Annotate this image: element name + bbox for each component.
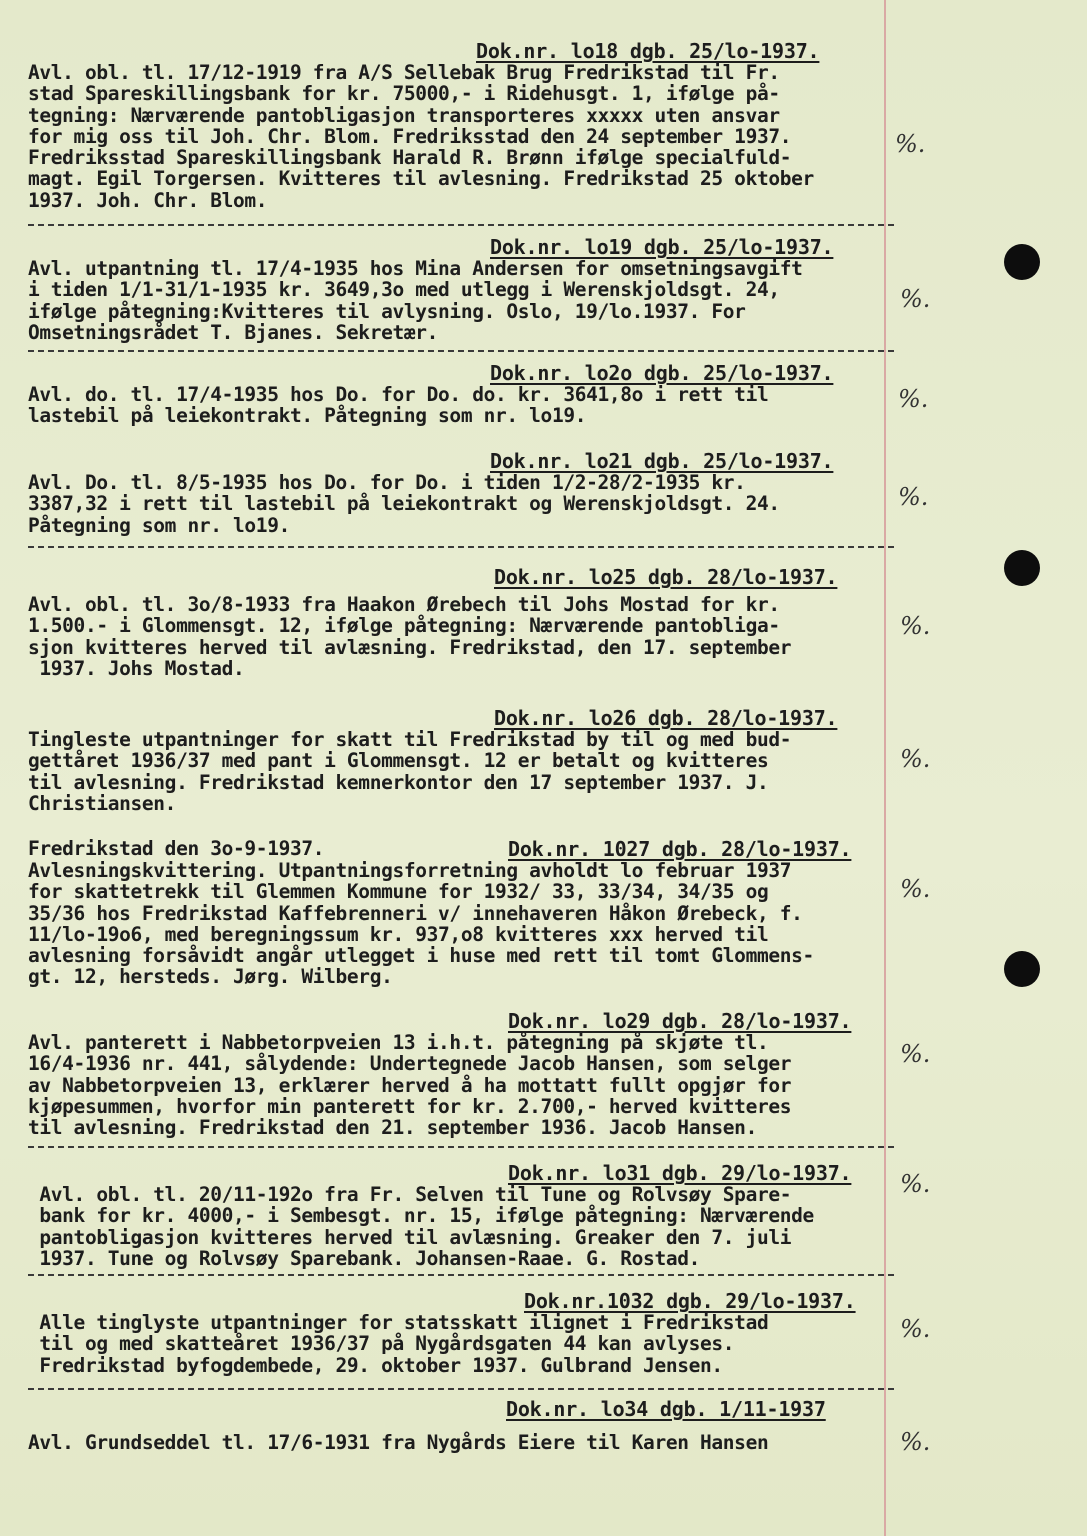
entry-line: 16/4-1936 nr. 441, sålydende: Undertegnede Jacob Hansen, som selger	[28, 1052, 792, 1076]
entry-line: Fredrikstad byfogdembede, 29. oktober 1937. Gulbrand Jensen.	[28, 1353, 723, 1377]
entry-line: Påtegning som nr. lo19.	[28, 513, 290, 537]
entry-separator	[28, 350, 894, 352]
entry-line: 1937. Tune og Rolvsøy Sparebank. Johansen-Raae. G. Rostad.	[28, 1246, 701, 1270]
entry-separator	[28, 1388, 894, 1390]
entry-heading: Dok.nr. lo18 dgb. 25/lo-1937.	[476, 39, 820, 63]
entry-line: lastebil på leiekontrakt. Påtegning som nr. lo19.	[28, 404, 587, 428]
check-mark: %.	[900, 1428, 931, 1456]
entry-line: bank for kr. 4000,- i Sembesgt. nr. 15, ifølge påtegning: Nærværende	[28, 1204, 814, 1228]
entry-line: 1937. Johs Mostad.	[28, 656, 245, 680]
entry-line: Avl. Do. tl. 8/5-1935 hos Do. for Do. i tiden 1/2-28/2-1935 kr.	[28, 471, 746, 494]
check-mark: %.	[900, 612, 931, 640]
entry-heading: Dok.nr. lo25 dgb. 28/lo-1937.	[494, 565, 838, 589]
entry-line: Avlesningskvittering. Utpantningsforretning avholdt lo februar 1937	[28, 859, 792, 882]
entry-line: Omsetningsrådet T. Bjanes. Sekretær.	[28, 320, 439, 344]
check-mark: %.	[900, 1040, 931, 1068]
entry-line: 35/36 hos Fredrikstad Kaffebrenneri v/ innehaveren Håkon Ørebeck, f.	[28, 901, 803, 925]
entry-heading: Dok.nr.1032 dgb. 29/lo-1937.	[524, 1289, 856, 1313]
check-mark: %.	[895, 130, 926, 158]
entry-line: til og med skatteåret 1936/37 på Nygårdsgaten 44 kan avlyses.	[28, 1332, 735, 1356]
entry-line: Avl. utpantning tl. 17/4-1935 hos Mina Andersen for omsetningsavgift	[28, 257, 803, 280]
entry-line: sjon kvitteres herved til avlæsning. Fredrikstad, den 17. september	[28, 635, 792, 659]
check-mark: %.	[900, 285, 931, 313]
check-mark: %.	[898, 483, 929, 511]
entry-1018	[28, 40, 898, 211]
punch-hole	[1004, 550, 1040, 586]
entry-heading: Dok.nr. lo34 dgb. 1/11-1937	[506, 1397, 826, 1421]
entry-heading: Dok.nr. lo19 dgb. 25/lo-1937.	[490, 235, 834, 259]
entry-line: 3387,32 i rett til lastebil på leiekontrakt og Werenskjoldsgt. 24.	[28, 492, 780, 516]
entry-heading: Dok.nr. lo2o dgb. 25/lo-1937.	[490, 361, 834, 385]
entry-line: tegning: Nærværende pantobligasjon transporteres xxxxx uten ansvar	[28, 103, 780, 127]
punch-hole	[1004, 951, 1040, 987]
entry-1019	[28, 236, 898, 343]
entry-line: Christiansen.	[28, 791, 177, 815]
check-mark: %.	[900, 1315, 931, 1343]
entry-line: Avl. obl. tl. 3o/8-1933 fra Haakon Ørebech til Johs Mostad for kr.	[28, 593, 780, 616]
entry-line: Fredriksstad Spareskillingsbank Harald R. Brønn ifølge specialfuld-	[28, 146, 792, 170]
entry-date: Fredrikstad den 3o-9-1937.	[28, 837, 325, 860]
check-mark: %.	[898, 385, 929, 413]
entry-line: Avl. Grundseddel tl. 17/6-1931 fra Nygårds Eiere til Karen Hansen	[28, 1431, 769, 1454]
entry-1032	[28, 1290, 898, 1376]
entry-line: Avl. do. tl. 17/4-1935 hos Do. for Do. do. kr. 3641,8o i rett til	[28, 383, 769, 406]
entry-line: 1937. Joh. Chr. Blom.	[28, 188, 268, 212]
entry-line: stad Spareskillingsbank for kr. 75000,- i Ridehusgt. 1, ifølge på-	[28, 82, 780, 106]
entry-line: til avlesning. Fredrikstad kemnerkontor den 17 september 1937. J.	[28, 770, 769, 794]
entry-line: Avl. obl. tl. 17/12-1919 fra A/S Sellebak Brug Fredrikstad til Fr.	[28, 61, 780, 84]
punch-hole	[1004, 244, 1040, 280]
entry-separator	[28, 1274, 894, 1276]
entry-1026	[28, 707, 898, 814]
entry-line: Tingleste utpantninger for skatt til Fredrikstad by til og med bud-	[28, 728, 792, 751]
entry-line: Alle tinglyste utpantninger for statsskatt ilignet i Fredrikstad	[28, 1311, 769, 1334]
entry-1027	[28, 838, 898, 988]
entry-line: for skattetrekk til Glemmen Kommune for 1932/ 33, 33/34, 34/35 og	[28, 880, 769, 904]
entry-line: i tiden 1/1-31/1-1935 kr. 3649,3o med utlegg i Werenskjoldsgt. 24,	[28, 278, 780, 302]
check-mark: %.	[900, 745, 931, 773]
entry-1021	[28, 450, 898, 536]
entry-line: gt. 12, hersteds. Jørg. Wilberg.	[28, 965, 393, 989]
entry-line: 11/lo-19o6, med beregningssum kr. 937,o8 kvitteres xxx herved til	[28, 922, 769, 946]
entry-1020	[28, 362, 898, 427]
entry-line: Avl. panterett i Nabbetorpveien 13 i.h.t. påtegning på skjøte tl.	[28, 1031, 769, 1054]
entry-1031	[28, 1162, 898, 1269]
entry-heading: Dok.nr. lo21 dgb. 25/lo-1937.	[490, 449, 834, 473]
entry-line: kjøpesummen, hvorfor min panterett for kr. 2.700,- herved kvitteres	[28, 1094, 792, 1118]
entry-line: avlesning forsåvidt angår utlegget i huse med rett til tomt Glommens-	[28, 944, 814, 968]
entry-1034	[28, 1398, 898, 1453]
entry-line: 1.500.- i Glommensgt. 12, ifølge påtegning: Nærværende pantobliga-	[28, 614, 780, 638]
entry-heading: Dok.nr. lo26 dgb. 28/lo-1937.	[494, 706, 838, 730]
entry-heading: Dok.nr. lo29 dgb. 28/lo-1937.	[508, 1009, 852, 1033]
entry-1025	[28, 566, 898, 679]
entry-line: pantobligasjon kvitteres herved til avlæsning. Greaker den 7. juli	[28, 1225, 792, 1249]
entry-1029	[28, 1010, 898, 1138]
check-mark: %.	[900, 875, 931, 903]
entry-line: av Nabbetorpveien 13, erklærer herved å ha mottatt fullt opgjør for	[28, 1073, 792, 1097]
entry-heading: Dok.nr. lo31 dgb. 29/lo-1937.	[508, 1161, 852, 1185]
entry-line: gettåret 1936/37 med pant i Glommensgt. 12 er betalt og kvitteres	[28, 749, 769, 773]
entry-separator	[28, 224, 894, 226]
entry-separator	[28, 1146, 894, 1148]
entry-heading: Dok.nr. 1027 dgb. 28/lo-1937.	[508, 837, 852, 861]
entry-line: til avlesning. Fredrikstad den 21. september 1936. Jacob Hansen.	[28, 1116, 757, 1140]
entry-line: Avl. obl. tl. 20/11-192o fra Fr. Selven til Tune og Rolvsøy Spare-	[28, 1183, 792, 1206]
entry-line: ifølge påtegning:Kvitteres til avlysning. Oslo, 19/lo.1937. For	[28, 299, 746, 323]
entry-line: magt. Egil Torgersen. Kvitteres til avlesning. Fredrikstad 25 oktober	[28, 167, 814, 191]
entry-line: for mig oss til Joh. Chr. Blom. Fredriksstad den 24 september 1937.	[28, 124, 792, 148]
check-mark: %.	[900, 1170, 931, 1198]
entry-separator	[28, 546, 894, 548]
